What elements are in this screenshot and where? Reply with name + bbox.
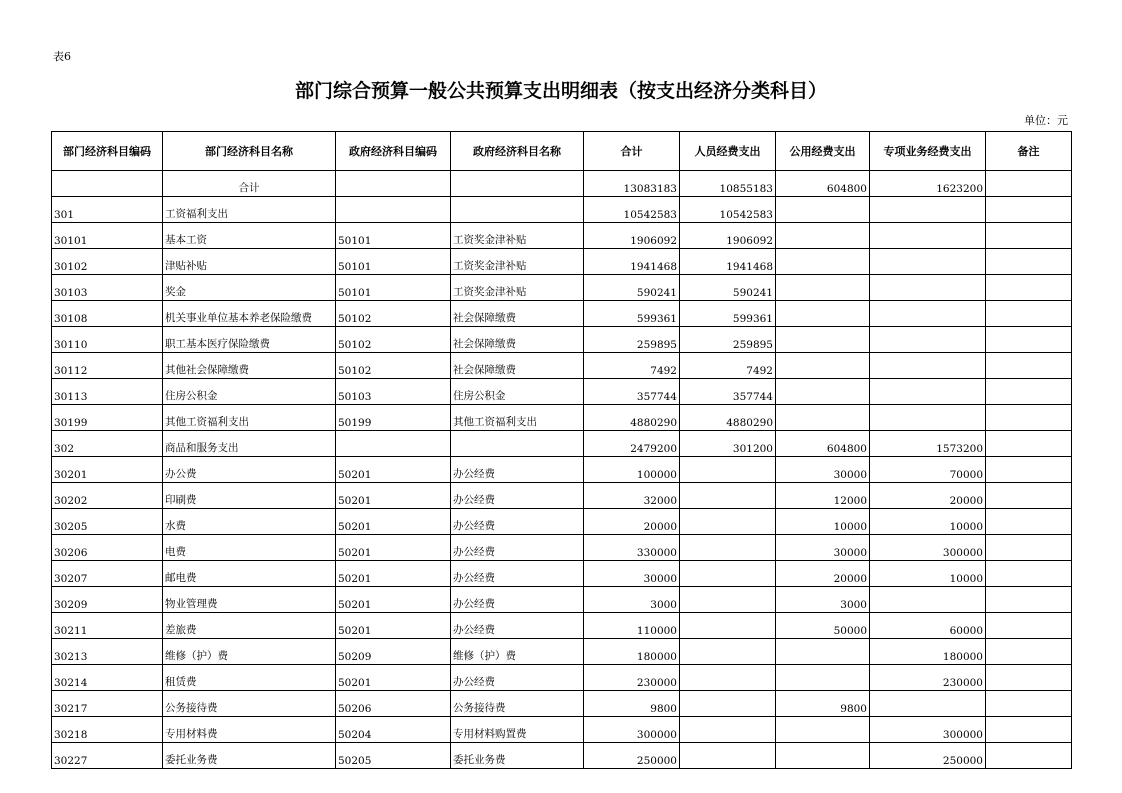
cell-name: 印刷费 bbox=[163, 483, 336, 509]
cell-gov-name: 社会保障缴费 bbox=[451, 301, 584, 327]
cell-code: 30110 bbox=[52, 327, 163, 353]
cell-total: 590241 bbox=[584, 275, 680, 301]
cell-total: 110000 bbox=[584, 613, 680, 639]
cell-gov-code: 50102 bbox=[336, 301, 451, 327]
cell-code bbox=[52, 171, 163, 197]
cell-public: 30000 bbox=[776, 457, 870, 483]
cell-personnel: 4880290 bbox=[680, 405, 776, 431]
cell-gov-code: 50103 bbox=[336, 379, 451, 405]
cell-gov-name: 办公经费 bbox=[451, 535, 584, 561]
cell-gov-code: 50101 bbox=[336, 249, 451, 275]
cell-code: 30199 bbox=[52, 405, 163, 431]
cell-public bbox=[776, 665, 870, 691]
cell-code: 30227 bbox=[52, 743, 163, 769]
cell-note bbox=[986, 327, 1072, 353]
cell-special: 70000 bbox=[870, 457, 986, 483]
col-header-special: 专项业务经费支出 bbox=[870, 132, 986, 171]
cell-public bbox=[776, 249, 870, 275]
cell-name: 水费 bbox=[163, 509, 336, 535]
cell-gov-code: 50201 bbox=[336, 561, 451, 587]
cell-public: 3000 bbox=[776, 587, 870, 613]
cell-code: 30209 bbox=[52, 587, 163, 613]
cell-note bbox=[986, 665, 1072, 691]
cell-gov-name: 住房公积金 bbox=[451, 379, 584, 405]
cell-special bbox=[870, 197, 986, 223]
cell-gov-name: 办公经费 bbox=[451, 665, 584, 691]
cell-gov-name: 委托业务费 bbox=[451, 743, 584, 769]
cell-name: 差旅费 bbox=[163, 613, 336, 639]
cell-special: 180000 bbox=[870, 639, 986, 665]
cell-public: 12000 bbox=[776, 483, 870, 509]
table-row bbox=[52, 431, 1072, 457]
cell-note bbox=[986, 405, 1072, 431]
table-row bbox=[52, 535, 1072, 561]
cell-special bbox=[870, 353, 986, 379]
cell-special bbox=[870, 223, 986, 249]
page-title: 部门综合预算一般公共预算支出明细表（按支出经济分类科目） bbox=[294, 80, 827, 102]
cell-gov-code: 50101 bbox=[336, 275, 451, 301]
cell-gov-name: 办公经费 bbox=[451, 457, 584, 483]
cell-gov-code: 50201 bbox=[336, 613, 451, 639]
cell-name: 其他社会保障缴费 bbox=[163, 353, 336, 379]
cell-personnel: 1906092 bbox=[680, 223, 776, 249]
cell-gov-name: 工资奖金津补贴 bbox=[451, 275, 584, 301]
table-row bbox=[52, 691, 1072, 717]
cell-total: 1906092 bbox=[584, 223, 680, 249]
cell-total: 357744 bbox=[584, 379, 680, 405]
cell-gov-code: 50199 bbox=[336, 405, 451, 431]
cell-name: 专用材料费 bbox=[163, 717, 336, 743]
cell-public: 20000 bbox=[776, 561, 870, 587]
cell-name: 奖金 bbox=[163, 275, 336, 301]
cell-note bbox=[986, 197, 1072, 223]
table-row bbox=[52, 509, 1072, 535]
budget-table bbox=[51, 131, 1072, 769]
cell-gov-name: 办公经费 bbox=[451, 613, 584, 639]
cell-code: 30211 bbox=[52, 613, 163, 639]
table-row bbox=[52, 743, 1072, 769]
cell-note bbox=[986, 457, 1072, 483]
cell-gov-name: 其他工资福利支出 bbox=[451, 405, 584, 431]
cell-personnel bbox=[680, 691, 776, 717]
col-header-note: 备注 bbox=[986, 132, 1072, 171]
cell-public: 50000 bbox=[776, 613, 870, 639]
cell-special bbox=[870, 301, 986, 327]
cell-note bbox=[986, 561, 1072, 587]
cell-note bbox=[986, 353, 1072, 379]
cell-total: 9800 bbox=[584, 691, 680, 717]
cell-public bbox=[776, 743, 870, 769]
cell-name: 津贴补贴 bbox=[163, 249, 336, 275]
col-header-public: 公用经费支出 bbox=[776, 132, 870, 171]
cell-personnel bbox=[680, 613, 776, 639]
cell-special: 250000 bbox=[870, 743, 986, 769]
cell-total: 330000 bbox=[584, 535, 680, 561]
table-row bbox=[52, 275, 1072, 301]
table-row bbox=[52, 379, 1072, 405]
table-row bbox=[52, 249, 1072, 275]
cell-name: 商品和服务支出 bbox=[163, 431, 336, 457]
col-header-gov-code: 政府经济科目编码 bbox=[336, 132, 451, 171]
cell-gov-name: 专用材料购置费 bbox=[451, 717, 584, 743]
cell-gov-name: 工资奖金津补贴 bbox=[451, 249, 584, 275]
cell-note bbox=[986, 535, 1072, 561]
cell-total: 599361 bbox=[584, 301, 680, 327]
cell-gov-code bbox=[336, 431, 451, 457]
cell-total: 230000 bbox=[584, 665, 680, 691]
cell-code: 30218 bbox=[52, 717, 163, 743]
cell-public: 10000 bbox=[776, 509, 870, 535]
cell-total: 2479200 bbox=[584, 431, 680, 457]
cell-code: 30113 bbox=[52, 379, 163, 405]
cell-code: 30205 bbox=[52, 509, 163, 535]
cell-total: 32000 bbox=[584, 483, 680, 509]
cell-total: 180000 bbox=[584, 639, 680, 665]
table-row bbox=[52, 301, 1072, 327]
cell-note bbox=[986, 613, 1072, 639]
cell-gov-name: 办公经费 bbox=[451, 483, 584, 509]
cell-gov-code bbox=[336, 197, 451, 223]
col-header-total: 合计 bbox=[584, 132, 680, 171]
total-label: 合计 bbox=[163, 171, 336, 197]
cell-code: 30108 bbox=[52, 301, 163, 327]
cell-name: 邮电费 bbox=[163, 561, 336, 587]
cell-name: 机关事业单位基本养老保险缴费 bbox=[163, 301, 336, 327]
cell-gov-code: 50209 bbox=[336, 639, 451, 665]
cell-name: 委托业务费 bbox=[163, 743, 336, 769]
cell-gov-code: 50102 bbox=[336, 353, 451, 379]
cell-gov-code: 50204 bbox=[336, 717, 451, 743]
cell-special: 230000 bbox=[870, 665, 986, 691]
cell-total: 250000 bbox=[584, 743, 680, 769]
table-row bbox=[52, 197, 1072, 223]
cell-note bbox=[986, 171, 1072, 197]
cell-total: 30000 bbox=[584, 561, 680, 587]
cell-note bbox=[986, 743, 1072, 769]
cell-total: 7492 bbox=[584, 353, 680, 379]
cell-public bbox=[776, 197, 870, 223]
cell-name: 职工基本医疗保险缴费 bbox=[163, 327, 336, 353]
cell-total: 300000 bbox=[584, 717, 680, 743]
cell-gov-name: 维修（护）费 bbox=[451, 639, 584, 665]
table-row bbox=[52, 405, 1072, 431]
cell-gov-code: 50205 bbox=[336, 743, 451, 769]
table-row bbox=[52, 639, 1072, 665]
cell-gov-name: 社会保障缴费 bbox=[451, 327, 584, 353]
cell-gov-name: 办公经费 bbox=[451, 509, 584, 535]
cell-code: 30201 bbox=[52, 457, 163, 483]
total-personnel: 10855183 bbox=[680, 171, 776, 197]
cell-public bbox=[776, 379, 870, 405]
table-row bbox=[52, 613, 1072, 639]
table-row bbox=[52, 717, 1072, 743]
cell-gov-name bbox=[451, 197, 584, 223]
cell-note bbox=[986, 691, 1072, 717]
cell-total: 259895 bbox=[584, 327, 680, 353]
cell-total: 20000 bbox=[584, 509, 680, 535]
cell-special bbox=[870, 691, 986, 717]
cell-special: 300000 bbox=[870, 535, 986, 561]
total-special: 1623200 bbox=[870, 171, 986, 197]
cell-gov-code: 50102 bbox=[336, 327, 451, 353]
cell-gov-name: 办公经费 bbox=[451, 561, 584, 587]
cell-total: 3000 bbox=[584, 587, 680, 613]
cell-note bbox=[986, 275, 1072, 301]
cell-code: 30214 bbox=[52, 665, 163, 691]
cell-gov-code bbox=[336, 171, 451, 197]
cell-special: 20000 bbox=[870, 483, 986, 509]
cell-code: 30101 bbox=[52, 223, 163, 249]
cell-gov-code: 50206 bbox=[336, 691, 451, 717]
cell-gov-name: 社会保障缴费 bbox=[451, 353, 584, 379]
cell-name: 基本工资 bbox=[163, 223, 336, 249]
cell-name: 公务接待费 bbox=[163, 691, 336, 717]
total-sum: 13083183 bbox=[584, 171, 680, 197]
cell-personnel bbox=[680, 743, 776, 769]
cell-personnel bbox=[680, 535, 776, 561]
cell-gov-name: 工资奖金津补贴 bbox=[451, 223, 584, 249]
cell-personnel bbox=[680, 717, 776, 743]
cell-code: 30202 bbox=[52, 483, 163, 509]
cell-special: 10000 bbox=[870, 561, 986, 587]
col-header-dept-code: 部门经济科目编码 bbox=[52, 132, 163, 171]
cell-total: 1941468 bbox=[584, 249, 680, 275]
cell-note bbox=[986, 431, 1072, 457]
cell-gov-code: 50201 bbox=[336, 509, 451, 535]
cell-name: 办公费 bbox=[163, 457, 336, 483]
cell-gov-name: 公务接待费 bbox=[451, 691, 584, 717]
cell-special bbox=[870, 587, 986, 613]
cell-gov-code: 50201 bbox=[336, 483, 451, 509]
cell-personnel bbox=[680, 509, 776, 535]
cell-special bbox=[870, 249, 986, 275]
cell-note bbox=[986, 379, 1072, 405]
cell-public bbox=[776, 327, 870, 353]
cell-note bbox=[986, 717, 1072, 743]
col-header-gov-name: 政府经济科目名称 bbox=[451, 132, 584, 171]
cell-special bbox=[870, 275, 986, 301]
cell-special: 60000 bbox=[870, 613, 986, 639]
table-row bbox=[52, 665, 1072, 691]
cell-code: 30213 bbox=[52, 639, 163, 665]
cell-special bbox=[870, 327, 986, 353]
cell-code: 30206 bbox=[52, 535, 163, 561]
cell-public: 9800 bbox=[776, 691, 870, 717]
table-row bbox=[52, 353, 1072, 379]
cell-note bbox=[986, 587, 1072, 613]
cell-public: 604800 bbox=[776, 431, 870, 457]
cell-public bbox=[776, 405, 870, 431]
cell-note bbox=[986, 223, 1072, 249]
unit-label: 单位：元 bbox=[1024, 114, 1068, 127]
cell-gov-code: 50101 bbox=[336, 223, 451, 249]
cell-personnel: 590241 bbox=[680, 275, 776, 301]
cell-gov-code: 50201 bbox=[336, 535, 451, 561]
cell-personnel bbox=[680, 457, 776, 483]
cell-code: 30102 bbox=[52, 249, 163, 275]
cell-gov-name: 办公经费 bbox=[451, 587, 584, 613]
cell-code: 302 bbox=[52, 431, 163, 457]
table-row bbox=[52, 561, 1072, 587]
cell-personnel bbox=[680, 587, 776, 613]
cell-public bbox=[776, 639, 870, 665]
cell-personnel: 301200 bbox=[680, 431, 776, 457]
cell-personnel bbox=[680, 639, 776, 665]
cell-public bbox=[776, 353, 870, 379]
cell-gov-code: 50201 bbox=[336, 665, 451, 691]
cell-gov-code: 50201 bbox=[336, 457, 451, 483]
table-row bbox=[52, 223, 1072, 249]
cell-personnel: 259895 bbox=[680, 327, 776, 353]
table-row bbox=[52, 327, 1072, 353]
cell-total: 100000 bbox=[584, 457, 680, 483]
cell-gov-name bbox=[451, 171, 584, 197]
cell-code: 30103 bbox=[52, 275, 163, 301]
cell-note bbox=[986, 483, 1072, 509]
cell-public bbox=[776, 275, 870, 301]
total-public: 604800 bbox=[776, 171, 870, 197]
cell-personnel bbox=[680, 665, 776, 691]
table-row bbox=[52, 483, 1072, 509]
cell-personnel bbox=[680, 561, 776, 587]
cell-special bbox=[870, 405, 986, 431]
cell-special: 1573200 bbox=[870, 431, 986, 457]
total-row bbox=[52, 171, 1072, 197]
cell-name: 住房公积金 bbox=[163, 379, 336, 405]
cell-name: 工资福利支出 bbox=[163, 197, 336, 223]
cell-personnel: 1941468 bbox=[680, 249, 776, 275]
cell-personnel: 7492 bbox=[680, 353, 776, 379]
cell-name: 维修（护）费 bbox=[163, 639, 336, 665]
cell-personnel: 10542583 bbox=[680, 197, 776, 223]
table-row bbox=[52, 587, 1072, 613]
cell-personnel bbox=[680, 483, 776, 509]
cell-gov-name bbox=[451, 431, 584, 457]
cell-personnel: 599361 bbox=[680, 301, 776, 327]
cell-code: 301 bbox=[52, 197, 163, 223]
cell-total: 4880290 bbox=[584, 405, 680, 431]
cell-public bbox=[776, 301, 870, 327]
table-header-row bbox=[52, 132, 1072, 171]
col-header-dept-name: 部门经济科目名称 bbox=[163, 132, 336, 171]
cell-code: 30112 bbox=[52, 353, 163, 379]
cell-note bbox=[986, 509, 1072, 535]
cell-total: 10542583 bbox=[584, 197, 680, 223]
cell-name: 租赁费 bbox=[163, 665, 336, 691]
cell-name: 其他工资福利支出 bbox=[163, 405, 336, 431]
cell-code: 30207 bbox=[52, 561, 163, 587]
cell-public bbox=[776, 717, 870, 743]
cell-public: 30000 bbox=[776, 535, 870, 561]
table-row bbox=[52, 457, 1072, 483]
sheet-label: 表6 bbox=[53, 50, 71, 63]
cell-code: 30217 bbox=[52, 691, 163, 717]
col-header-personnel: 人员经费支出 bbox=[680, 132, 776, 171]
cell-note bbox=[986, 249, 1072, 275]
cell-note bbox=[986, 301, 1072, 327]
cell-name: 物业管理费 bbox=[163, 587, 336, 613]
cell-gov-code: 50201 bbox=[336, 587, 451, 613]
cell-public bbox=[776, 223, 870, 249]
cell-special: 10000 bbox=[870, 509, 986, 535]
cell-name: 电费 bbox=[163, 535, 336, 561]
cell-note bbox=[986, 639, 1072, 665]
cell-personnel: 357744 bbox=[680, 379, 776, 405]
cell-special bbox=[870, 379, 986, 405]
cell-special: 300000 bbox=[870, 717, 986, 743]
